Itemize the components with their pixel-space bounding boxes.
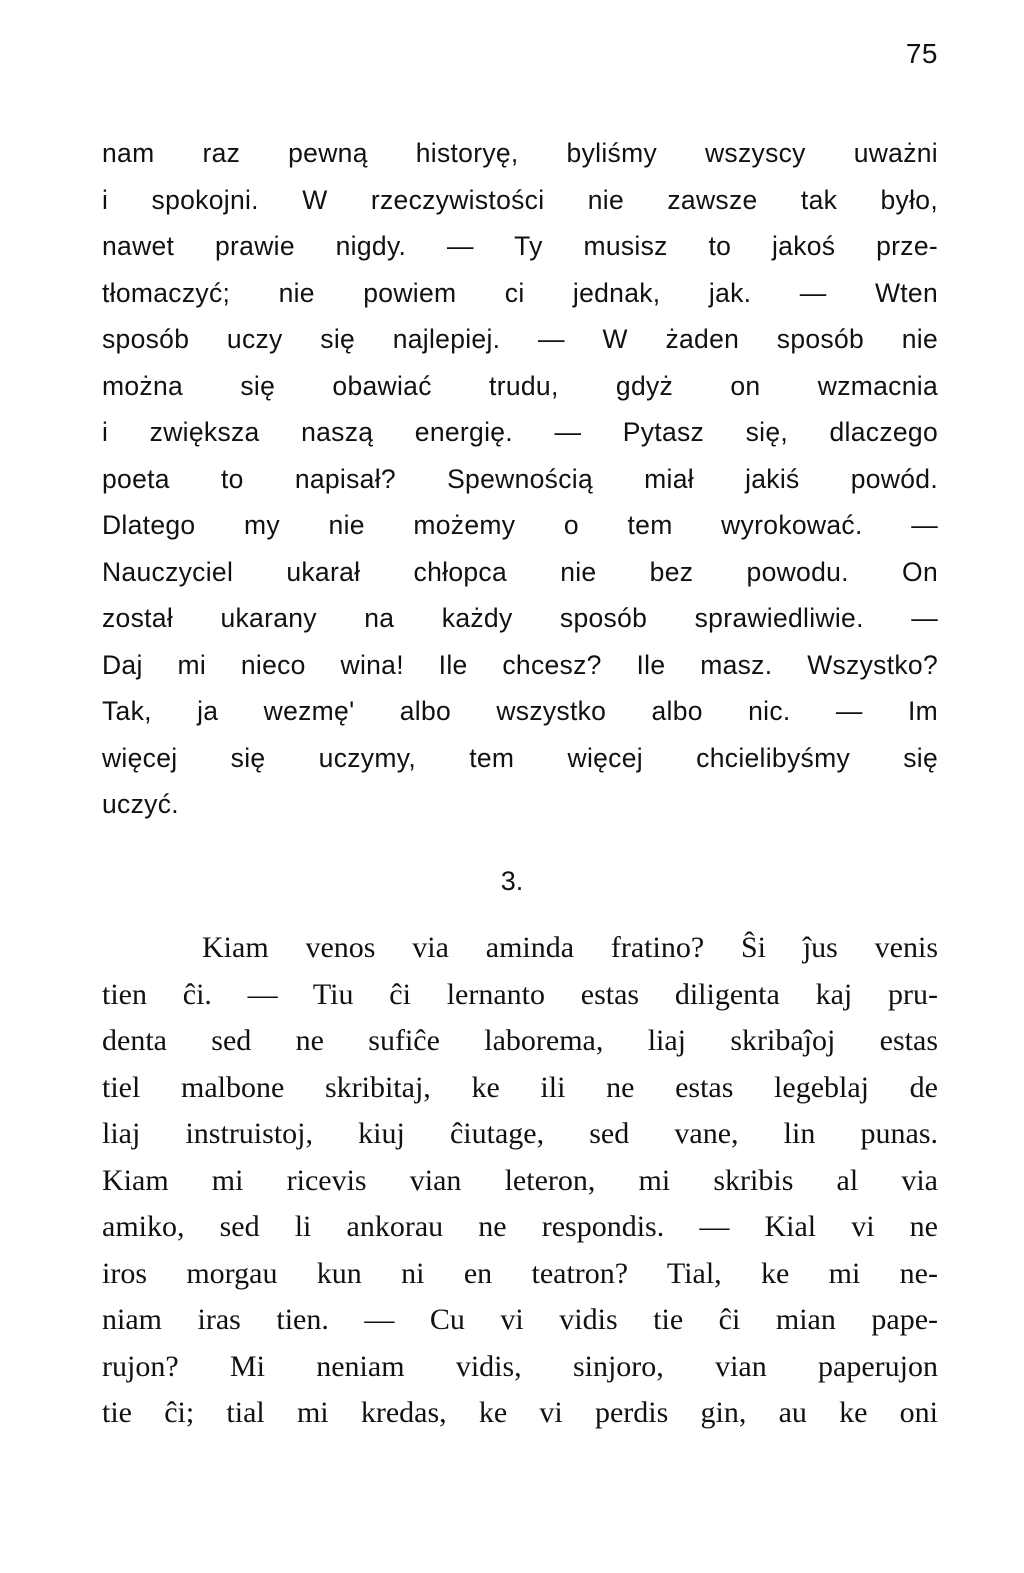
text-line: amiko, sed li ankorau ne respondis. — Kial vi ne [102,1210,938,1243]
esperanto-paragraph [102,925,938,1437]
text-line: liaj instruistoj, kiuj ĉiutage, sed vane, lin punas. [102,1117,938,1150]
text-line: można się obawiać trudu, gdyż on wzmacnia [102,370,938,401]
text-line: Daj mi nieco wina! Ile chcesz? Ile masz. Wszystko? [102,649,938,680]
text-line: został ukarany na każdy sposób sprawiedliwie. — [102,603,938,633]
text-line: i spokojni. W rzeczywistości nie zawsze tak było, [102,184,938,215]
text-line: nam raz pewną historyę, byliśmy wszyscy uważni [102,138,938,168]
text-line: tie ĉi; tial mi kredas, ke vi perdis gin, au ke oni [102,1396,938,1429]
text-line: denta sed ne sufiĉe laborema, liaj skribaĵoj estas [102,1024,938,1057]
section-number: 3. [500,866,524,896]
text-line: nawet prawie nigdy. — Ty musisz to jakoś prze- [102,231,938,261]
text-line: rujon? Mi neniam vidis, sinjoro, vian paperujon [102,1349,938,1383]
polish-paragraph [102,130,938,828]
text-line: tiel malbone skribitaj, ke ili ne estas legeblaj de [102,1070,938,1104]
text-line: i zwiększa naszą energię. — Pytasz się, dlaczego [102,417,938,447]
text-line: tien ĉi. — Tiu ĉi lernanto estas diligenta kaj pru- [102,977,938,1011]
text-line: Kiam venos via aminda fratino? Ŝi ĵus venis [202,931,938,964]
text-line: Dlatego my nie możemy o tem wyrokować. — [102,510,938,540]
text-line: poeta to napisał? Spewnością miał jakiś powód. [102,463,938,494]
text-line: Nauczyciel ukarał chłopca nie bez powodu. On [102,556,938,587]
text-line: tłomaczyć; nie powiem ci jednak, jak. — Wten [102,277,938,308]
text-line: niam iras tien. — Cu vi vidis tie ĉi mian pape- [102,1303,938,1336]
text-line: iros morgau kun ni en teatron? Tial, ke mi ne- [102,1256,938,1290]
page-number: 75 [905,38,938,69]
text-line: uczyć. [102,789,179,819]
text-line: sposób uczy się najlepiej. — W żaden sposób nie [102,324,938,354]
text-line: Tak, ja wezmę' albo wszystko albo nic. — Im [102,696,938,726]
text-line: więcej się uczymy, tem więcej chcielibyśmy się [102,742,938,773]
text-line: Kiam mi ricevis vian leteron, mi skribis al via [102,1163,938,1197]
